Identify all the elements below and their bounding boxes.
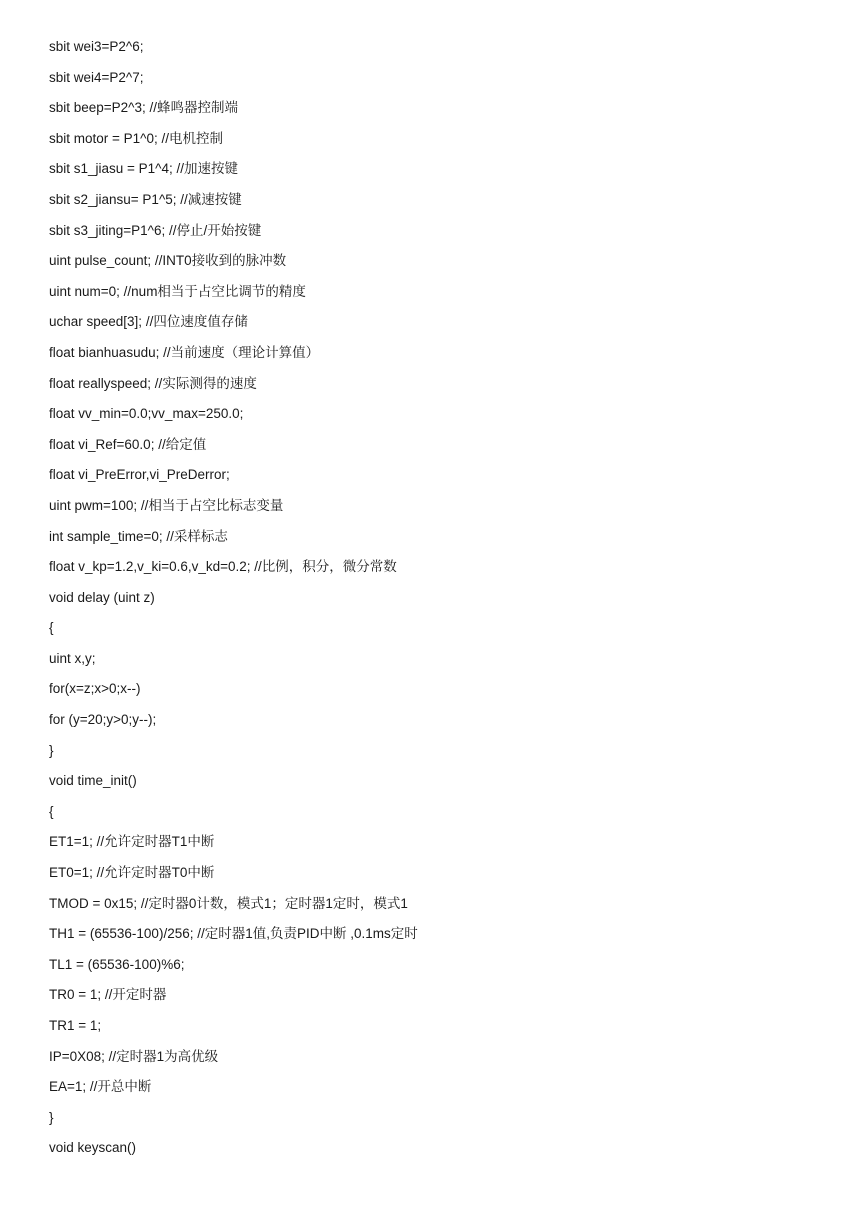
code-line: void time_init() <box>49 773 137 789</box>
code-line: sbit s1_jiasu = P1^4; //加速按键 <box>49 161 239 177</box>
code-line: for(x=z;x>0;x--) <box>49 681 141 697</box>
code-line: TR1 = 1; <box>49 1018 102 1033</box>
code-line: } <box>49 1109 54 1125</box>
code-line: sbit wei4=P2^7; <box>49 69 144 85</box>
code-line: } <box>49 742 54 758</box>
code-line: sbit s3_jiting=P1^6; //停止/开始按键 <box>49 222 262 238</box>
code-line: sbit beep=P2^3; //蜂鸣器控制端 <box>49 100 239 116</box>
code-line: ET1=1; //允许定时器T1中断 <box>49 834 215 850</box>
code-line: float bianhuasudu; //当前速度（理论计算值） <box>49 344 320 360</box>
code-line: ET0=1; //允许定时器T0中断 <box>49 865 215 881</box>
code-line: uint pulse_count; //INT0接收到的脉冲数 <box>49 253 287 269</box>
code-line: int sample_time=0; //采样标志 <box>49 528 228 544</box>
code-line: uint num=0; //num相当于占空比调节的精度 <box>49 283 306 299</box>
code-line: TL1 = (65536-100)%6; <box>49 956 185 972</box>
code-line: float v_kp=1.2,v_ki=0.6,v_kd=0.2; //比例，积分，微分常数 <box>49 559 397 575</box>
code-line: sbit s2_jiansu= P1^5; //减速按键 <box>49 191 242 207</box>
code-line: TR0 = 1; //开定时器 <box>49 987 167 1003</box>
code-line: { <box>49 620 54 636</box>
code-line: uchar speed[3]; //四位速度值存储 <box>49 314 248 330</box>
code-line: TH1 = (65536-100)/256; //定时器1值,负责PID中断 ,0.1ms定时 <box>49 926 418 942</box>
code-line: float reallyspeed; //实际测得的速度 <box>49 375 257 391</box>
code-line: sbit wei3=P2^6; <box>49 39 144 54</box>
code-line: void delay (uint z) <box>49 589 155 605</box>
code-line: sbit motor = P1^0; //电机控制 <box>49 130 224 146</box>
code-line: uint x,y; <box>49 650 96 666</box>
code-line: float vv_min=0.0;vv_max=250.0; <box>49 406 244 422</box>
code-line: uint pwm=100; //相当于占空比标志变量 <box>49 497 284 513</box>
code-listing <box>49 38 418 1170</box>
code-line: float vi_Ref=60.0; //给定值 <box>49 436 207 452</box>
code-line: for (y=20;y>0;y--); <box>49 712 157 728</box>
code-line: TMOD = 0x15; //定时器0计数，模式1；定时器1定时，模式1 <box>49 895 408 911</box>
code-line: EA=1; //开总中断 <box>49 1079 152 1095</box>
code-line: { <box>49 803 54 819</box>
code-line: IP=0X08; //定时器1为高优级 <box>49 1048 219 1064</box>
code-line: float vi_PreError,vi_PreDerror; <box>49 467 230 483</box>
code-line: void keyscan() <box>49 1140 137 1156</box>
